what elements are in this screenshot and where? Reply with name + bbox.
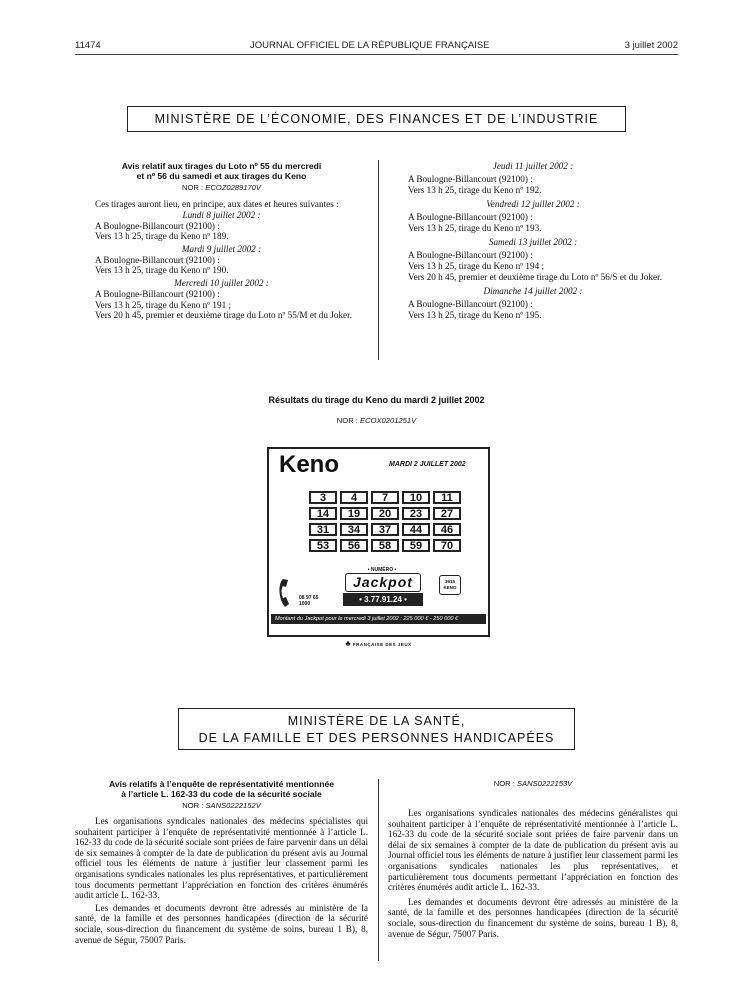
avis-enquete-nor-left: [75, 801, 368, 810]
date-wednesday: Mercredi 10 juillet 2002 :: [174, 277, 269, 288]
avis-loto-left-column: [75, 161, 368, 321]
keno-results-title: Résultats du tirage du Keno du mardi 2 juillet 2002: [268, 395, 485, 405]
place-monday: A Boulogne-Billancourt (92100) :: [95, 220, 220, 231]
avis-loto-title-line2: et nº 56 du samedi et aux tirages du Keno: [136, 171, 307, 181]
fdj-brand-label: FRANÇAISE DES JEUX: [352, 642, 412, 647]
keno-number-cell: 46: [433, 523, 461, 536]
draw-sunday: Vers 13 h 25, tirage du Keno nº 195.: [408, 309, 542, 320]
avis-enquete-right-column: [388, 779, 678, 939]
avis-loto-right-column: [388, 161, 678, 320]
avis-enquete-title-line2: à l’article L. 162-33 du code de la sécurité sociale: [121, 789, 322, 799]
keno-number-cell: 56: [340, 539, 368, 552]
keno-number-cell: 53: [309, 539, 337, 552]
avis-loto-nor: [75, 183, 368, 192]
keno-number-cell: 3: [309, 491, 337, 504]
keno-number-cell: 10: [402, 491, 430, 504]
nor-label: NOR :: [336, 416, 358, 425]
column-divider: [378, 779, 379, 961]
column-divider: [378, 160, 379, 360]
date-sunday: Dimanche 14 juillet 2002 :: [483, 286, 583, 297]
place-wednesday: A Boulogne-Billancourt (92100) :: [95, 288, 220, 299]
draw-saturday-keno: Vers 13 h 25, tirage du Keno nº 194 ;: [408, 260, 545, 271]
nor-code: ECOZ0289170V: [205, 183, 261, 192]
jackpot-number: • 3.77.91.24 •: [343, 593, 423, 606]
ministry-economy-label: MINISTÈRE DE L’ÉCONOMIE, DES FINANCES ET DE L’INDUSTRIE: [154, 112, 599, 126]
keno-phone-number: 08 97 65 1000: [299, 595, 319, 607]
keno-number-cell: 70: [433, 539, 461, 552]
avis-enquete-right-paragraph1: Les organisations syndicales nationales des médecins généralistes qui souhaitent participer à l’enquête de représentativité mentionnée à l’article L. 162-33 du code de la sécurité sociale sont priées de faire parvenir dans un délai de six semaines à compter de la date de publication du présent avis au Journal officiel tous les éléments de nature à justifier leur classement parmi les organisations syndicales nationales les plus représentatives, et particulièrement tous documents permettant l’appréciation en fonction des critères énumérés audit article L. 162-33.: [388, 808, 678, 893]
keno-number-cell: 7: [371, 491, 399, 504]
keno-number-cell: 27: [433, 507, 461, 520]
avis-enquete-left-column: [75, 779, 368, 945]
header-rule: [75, 54, 678, 55]
avis-enquete-nor-right: [388, 779, 678, 788]
page-number: 11474: [75, 40, 101, 51]
draw-wednesday-loto: Vers 20 h 45, premier et deuxième tirage du Loto nº 55/M et du Joker.: [95, 310, 352, 321]
place-sunday: A Boulogne-Billancourt (92100) :: [408, 299, 533, 310]
keno-results-card: [267, 447, 490, 637]
avis-enquete-left-paragraph2: Les demandes et documents devront être adressés au ministère de la santé, de la famille et des personnes handicapées (direction de la sécurité sociale, sous-direction du financement du système de soins, bureau 1 B), 8, avenue de Ségur, 75007 Paris.: [75, 902, 368, 945]
ministry-health-box: [178, 708, 575, 750]
jackpot-numero-label: • NUMÉRO •: [367, 567, 397, 573]
keno-number-cell: 11: [433, 491, 461, 504]
nor-code: SANS0222153V: [516, 779, 573, 788]
fdj-brand: [267, 639, 490, 648]
draw-wednesday-keno: Vers 13 h 25, tirage du Keno nº 191 ;: [95, 299, 232, 310]
place-saturday: A Boulogne-Billancourt (92100) :: [408, 250, 533, 261]
ministry-economy-box: [127, 106, 626, 132]
keno-number-cell: 44: [402, 523, 430, 536]
avis-enquete-left-paragraph1: Les organisations syndicales nationales des médecins spécialistes qui souhaitent participer à l’enquête de représentativité mentionnée à l’article L. 162-33 du code de la sécurité sociale sont priées de faire parvenir dans un délai de six semaines à compter de la date de publication du présent avis au Journal officiel tous les éléments de nature à justifier leur classement parmi les organisations syndicales nationales les plus représentatives, et particulièrement tous documents permettant l’appréciation en fonction des critères énumérés audit article L. 162-33.: [75, 816, 368, 901]
nor-code: SANS0222152V: [205, 801, 261, 810]
draw-thursday: Vers 13 h 25, tirage du Keno nº 192.: [408, 184, 542, 195]
keno-draw-date: MARDI 2 JUILLET 2002: [389, 461, 466, 468]
issue-date: 3 juillet 2002: [624, 40, 678, 51]
draw-friday: Vers 13 h 25, tirage du Keno nº 193.: [408, 222, 542, 233]
keno-number-cell: 4: [340, 491, 368, 504]
journal-title: JOURNAL OFFICIEL DE LA RÉPUBLIQUE FRANÇAISE: [250, 40, 490, 51]
ministry-health-line2: DE LA FAMILLE ET DES PERSONNES HANDICAPÉES: [198, 731, 555, 745]
clover-icon: ♣: [345, 639, 352, 648]
date-tuesday: Mardi 9 juillet 2002 :: [181, 243, 262, 254]
keno-number-cell: 19: [340, 507, 368, 520]
avis-enquete-right-paragraph2: Les demandes et documents devront être adressés au ministère de la santé, de la famille et des personnes handicapées (direction de la sécurité sociale, sous-direction du financement du système de soins, bureau 1 B), 8, avenue de Ségur, 75007 Paris.: [388, 896, 678, 939]
minitel-box: 3615 KENO: [439, 575, 461, 595]
keno-number-cell: 37: [371, 523, 399, 536]
keno-number-cell: 59: [402, 539, 430, 552]
phone-icon: [277, 577, 301, 609]
draw-saturday-loto: Vers 20 h 45, premier et deuxième tirage du Loto nº 56/S et du Joker.: [408, 271, 662, 282]
jackpot-logo: Jackpot: [345, 573, 421, 592]
keno-number-cell: 31: [309, 523, 337, 536]
place-tuesday: A Boulogne-Billancourt (92100) :: [95, 254, 220, 265]
jackpot-amount-bar: Montant du Jackpot pour le mercredi 3 juillet 2002 : 225 000 € - 250 000 €: [271, 614, 486, 624]
nor-label: NOR :: [182, 801, 204, 810]
avis-enquete-title-line1: Avis relatifs à l’enquête de représentativité mentionnée: [108, 779, 335, 789]
date-friday: Vendredi 12 juillet 2002 :: [486, 199, 580, 210]
keno-number-cell: 20: [371, 507, 399, 520]
keno-number-cell: 34: [340, 523, 368, 536]
date-saturday: Samedi 13 juillet 2002 :: [488, 237, 578, 248]
keno-number-cell: 58: [371, 539, 399, 552]
avis-loto-title-line1: Avis relatif aux tirages du Loto nº 55 du mercredi: [121, 161, 322, 171]
avis-loto-intro: Ces tirages auront lieu, en principe, aux dates et heures suivantes :: [95, 199, 339, 209]
keno-number-cell: 14: [309, 507, 337, 520]
place-friday: A Boulogne-Billancourt (92100) :: [408, 212, 533, 223]
draw-tuesday: Vers 13 h 25, tirage du Keno nº 190.: [95, 265, 229, 276]
place-thursday: A Boulogne-Billancourt (92100) :: [408, 174, 533, 184]
keno-number-cell: 23: [402, 507, 430, 520]
ministry-health-line1: MINISTÈRE DE LA SANTÉ,: [287, 714, 466, 728]
date-monday: Lundi 8 juillet 2002 :: [182, 209, 261, 220]
keno-logo: Keno: [279, 451, 339, 478]
draw-monday: Vers 13 h 25, tirage du Keno nº 189.: [95, 231, 229, 242]
nor-label: NOR :: [493, 779, 515, 788]
date-thursday: Jeudi 11 juillet 2002 :: [492, 161, 574, 171]
nor-label: NOR :: [182, 183, 204, 192]
keno-results-nor: [75, 416, 678, 425]
nor-code: ECOX0201251V: [360, 416, 417, 425]
